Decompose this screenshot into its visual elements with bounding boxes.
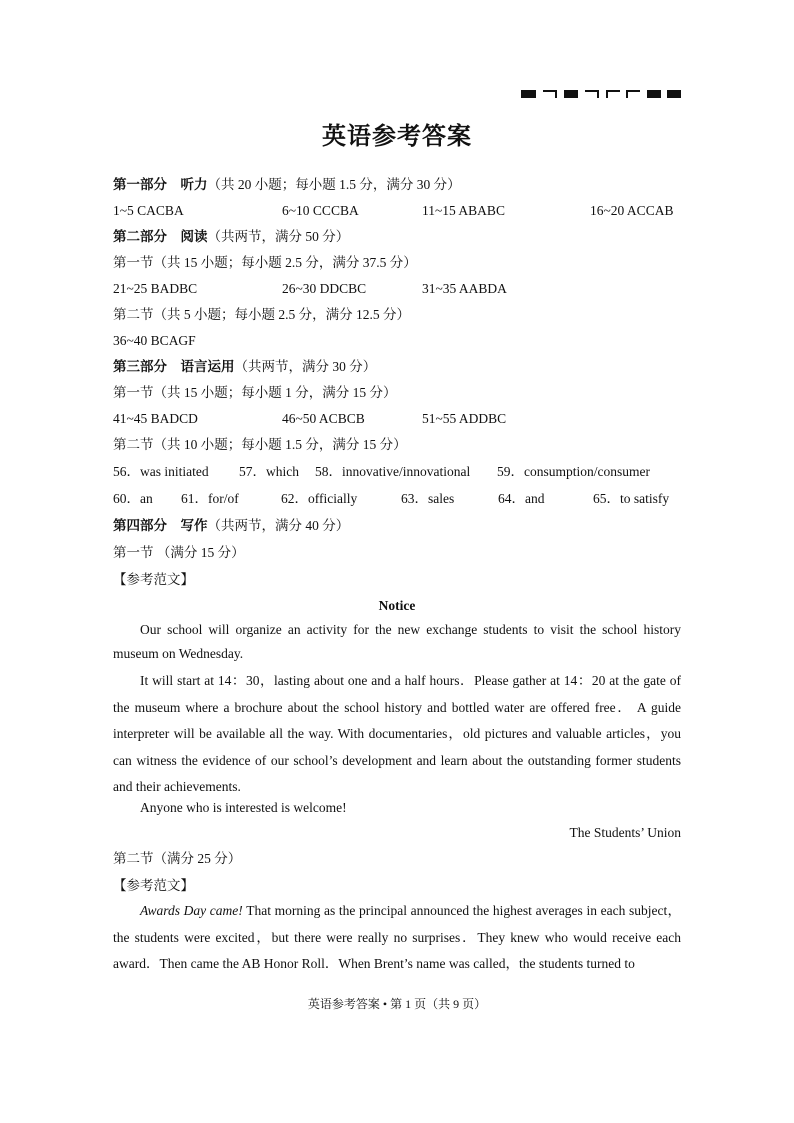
mark-3: [564, 90, 578, 98]
part3-section2-row2: [113, 490, 683, 508]
part4-heading: 第四部分 写作: [113, 518, 208, 533]
mark-6: [626, 90, 640, 98]
part3-heading-line: [113, 358, 376, 376]
fill-answer: 65．to satisfy: [593, 491, 670, 506]
registration-marks: [521, 88, 681, 100]
part3-section1-answers: [113, 410, 683, 428]
fill-answer: 58．innovative/innovational: [315, 464, 471, 479]
answer-group: 31~35 AABDA: [422, 281, 507, 296]
mark-4: [585, 90, 599, 98]
mark-2: [543, 90, 557, 98]
notice-signature: The Students’ Union: [569, 825, 681, 840]
part2-section1-title: 第一节（共 15 小题；每小题 2.5 分，满分 37.5 分）: [113, 255, 417, 270]
answer-group: 1~5 CACBA: [113, 203, 184, 218]
answer-group: 41~45 BADCD: [113, 411, 198, 426]
fill-answer: 63．sales: [401, 491, 455, 506]
sample-label: 【参考范文】: [113, 572, 194, 587]
answer-group: 26~30 DDCBC: [282, 281, 367, 296]
notice-title: Notice: [378, 598, 416, 613]
answer-group: 16~20 ACCAB: [590, 203, 674, 218]
part2-heading: 第二部分 阅读: [113, 229, 208, 244]
fill-answer: 59．consumption/consumer: [497, 464, 650, 479]
part2-heading-line: [113, 228, 349, 246]
part4-section2-title: 第二节（满分 25 分）: [113, 851, 242, 866]
part2-note: （共两节，满分 50 分）: [207, 229, 350, 244]
answer-group: 6~10 CCCBA: [282, 203, 359, 218]
part2-section2-answers: 36~40 BCAGF: [113, 333, 196, 348]
part3-section2-title: 第二节（共 10 小题；每小题 1.5 分，满分 15 分）: [113, 437, 407, 452]
part1-heading: 第一部分 听力: [113, 177, 208, 192]
part1-note: （共 20 小题；每小题 1.5 分，满分 30 分）: [207, 177, 461, 192]
story-text: That morning as the principal announced the highest averages in each subject，the students were excited，but there were really no surprises．They knew who would receive each award．Then came the AB Honor Roll．When Brent’s name was called，the students turned to: [113, 903, 681, 971]
answer-group: 21~25 BADBC: [113, 281, 198, 296]
part3-note: （共两节，满分 30 分）: [234, 359, 377, 374]
sample-label-2: 【参考范文】: [113, 878, 194, 893]
mark-7: [647, 90, 661, 98]
page-title: 英语参考答案: [322, 124, 472, 150]
answer-group: 46~50 ACBCB: [282, 411, 365, 426]
part3-section1-title: 第一节（共 15 小题；每小题 1 分，满分 15 分）: [113, 385, 397, 400]
notice-paragraph-1: Our school will organize an activity for the new exchange students to visit the school history museum on Wednesday.: [113, 622, 681, 661]
part4-section1-title: 第一节 （满分 15 分）: [113, 545, 245, 560]
fill-answer: 64．and: [498, 491, 545, 506]
story-paragraph: [113, 898, 681, 978]
part4-note: （共两节，满分 40 分）: [207, 518, 350, 533]
fill-answer: 61．for/of: [181, 491, 239, 506]
answer-group: 51~55 ADDBC: [422, 411, 507, 426]
part3-heading: 第三部分 语言运用: [113, 359, 235, 374]
mark-8: [667, 90, 681, 98]
story-opening: Awards Day came!: [140, 903, 243, 918]
part3-section2-row1: [113, 463, 683, 481]
fill-answer: 62．officially: [281, 491, 358, 506]
mark-1: [521, 90, 536, 98]
notice-paragraph-3: Anyone who is interested is welcome!: [140, 800, 347, 815]
part4-heading-line: [113, 517, 349, 535]
part2-section2-title: 第二节（共 5 小题；每小题 2.5 分，满分 12.5 分）: [113, 307, 410, 322]
mark-5: [606, 90, 620, 98]
part1-heading-line: [113, 176, 461, 194]
fill-answer: 57．which: [239, 464, 299, 479]
answer-group: 11~15 ABABC: [422, 203, 505, 218]
part2-section1-answers: [113, 280, 683, 298]
page-footer: 英语参考答案 • 第 1 页（共 9 页）: [307, 997, 487, 1011]
fill-answer: 56．was initiated: [113, 464, 209, 479]
notice-paragraph-2: It will start at 14：30，lasting about one and a half hours．Please gather at 14：20 at the gate of the museum where a brochure about the school history and bottled water are offered free． A guide interpreter will be available all the way. With documentaries，old pictures and valuable articles，you can witness the evidence of our school’s development and learn about the outstanding former students and their achievements.: [113, 673, 681, 794]
fill-answer: 60．an: [113, 491, 153, 506]
part1-answers: [113, 202, 683, 220]
